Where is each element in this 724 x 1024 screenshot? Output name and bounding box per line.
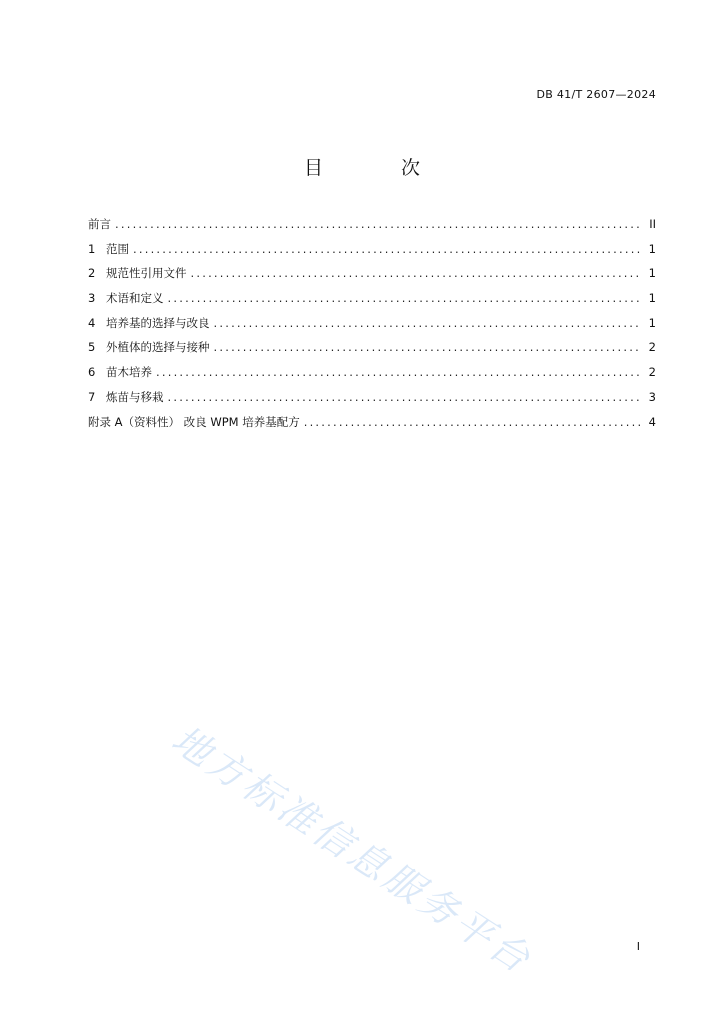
toc-entry-page: 1: [648, 315, 656, 330]
toc-entry-number: 7: [88, 389, 96, 404]
toc-entry-page: 4: [648, 414, 656, 429]
toc-entry-page: 2: [648, 365, 656, 380]
toc-entry-label: 培养基的选择与改良: [106, 315, 210, 330]
toc-entry-label: 附录 A（资料性） 改良 WPM 培养基配方: [88, 414, 300, 429]
page-number: I: [636, 940, 640, 953]
toc-entry-label: 外植体的选择与接种: [106, 340, 210, 355]
toc-entry-label: 范围: [106, 241, 129, 256]
toc-entry-5[interactable]: [88, 339, 656, 364]
toc-entry-page: 1: [648, 241, 656, 256]
toc-leader-dots: [304, 415, 642, 429]
toc-entry-number: 6: [88, 365, 96, 380]
toc-entry-4[interactable]: [88, 315, 656, 340]
toc-leader-dots: [168, 291, 643, 305]
toc-entry-1[interactable]: [88, 241, 656, 266]
toc-entry-number: 5: [88, 340, 96, 355]
toc-entry-number: 4: [88, 315, 96, 330]
standard-code: DB 41/T 2607—2024: [536, 88, 656, 101]
toc-entry-6[interactable]: [88, 364, 656, 389]
toc-entry-page: 1: [648, 291, 656, 306]
toc-entry-page: 3: [648, 389, 656, 404]
toc-entry-label: 炼苗与移栽: [106, 389, 164, 404]
toc-leader-dots: [168, 390, 643, 404]
toc-entry-appendix-a[interactable]: [88, 414, 656, 439]
toc-leader-dots: [156, 365, 642, 379]
toc-entry-number: 3: [88, 291, 96, 306]
toc-entry-foreword[interactable]: [88, 216, 656, 241]
toc-entry-number: 1: [88, 241, 96, 256]
toc-entry-label: 苗木培养: [106, 365, 152, 380]
toc-entry-3[interactable]: [88, 290, 656, 315]
toc-entry-label: 规范性引用文件: [106, 266, 187, 281]
toc-entry-page: 1: [648, 266, 656, 281]
table-of-contents: [88, 216, 656, 438]
toc-leader-dots: [214, 340, 643, 354]
toc-leader-dots: [214, 316, 643, 330]
toc-entry-number: 2: [88, 266, 96, 281]
toc-leader-dots: [115, 217, 642, 231]
toc-entry-page: 2: [648, 340, 656, 355]
toc-leader-dots: [191, 266, 643, 280]
toc-entry-label: 前言: [88, 217, 111, 231]
toc-entry-label: 术语和定义: [106, 291, 164, 306]
toc-title: 目 次: [303, 157, 457, 179]
toc-entry-7[interactable]: [88, 389, 656, 414]
toc-entry-page: II: [649, 217, 656, 231]
watermark: 地方标准信息服务平台: [164, 716, 541, 983]
toc-entry-2[interactable]: [88, 265, 656, 290]
toc-leader-dots: [133, 242, 642, 256]
